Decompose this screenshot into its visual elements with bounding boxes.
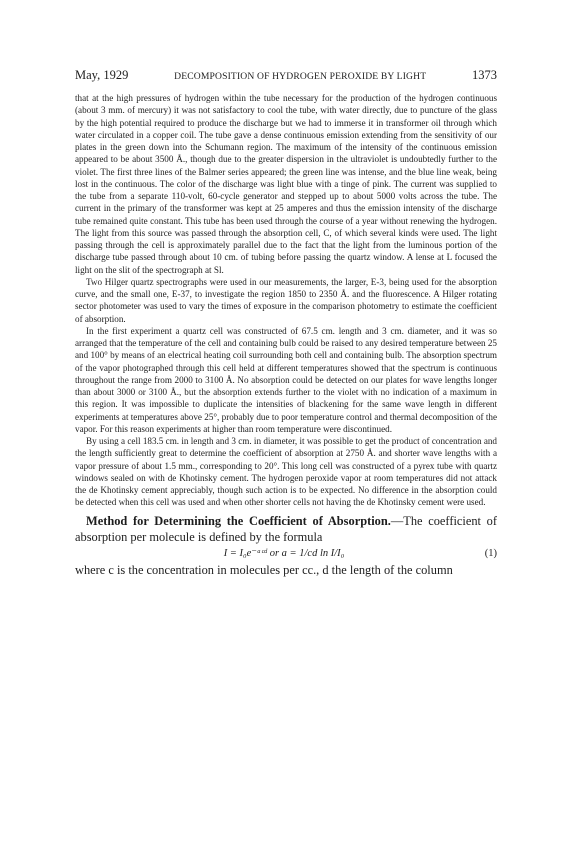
section-paragraph bbox=[75, 513, 497, 545]
body-text bbox=[75, 92, 497, 578]
running-header bbox=[75, 68, 497, 83]
paragraph-first-experiment: In the first experiment a quartz cell was constructed of 67.5 cm. length and 3 cm. diameter, and it was so arranged that the temperature of the cell and containing bulb could be raised to any desired temperature between 25 and 100° by means of an electrical heating coil surrounding both cell and containing bulb. The absorption spectrum of the vapor photographed through this cell held at different temperatures showed that the spectrum is continuous throughout the range from 2000 to 3100 Å. No absorption could be detected on our plates for wave lengths longer than about 3000 or 3100 Å., but the absorption extends further to the violet with no indication of a maximum in this region. It was impossible to duplicate the intensities of blackening for the same wave length in different experiments at temperatures above 25°, probably due to poor temperature control and thermal decomposition of the vapor. For this reason experiments at higher than room temperature were discontinued. bbox=[75, 325, 497, 434]
paragraph-long-cell: By using a cell 183.5 cm. in length and 3 cm. in diameter, it was possible to get the product of concentration and the length sufficiently great to determine the coefficient of absorption at 2750 Å. and shorter wave lengths with a vapor pressure of about 1.5 mm., corresponding to 20°. This long cell was constructed of a pyrex tube with quartz windows sealed on with de Khotinsky cement. The hydrogen peroxide vapor at room temperatures did not attack the de Khotinsky cement appreciably, though such action is to be expected. No difference in the absorption could be detected when this cell was used and when other shorter cells not having the de Khotinsky cement were used. bbox=[75, 436, 497, 508]
section-intro-text: —The coefficient of absorption per molecule is defined by the formula bbox=[75, 513, 497, 544]
header-date: May, 1929 bbox=[75, 68, 129, 82]
absorption-formula: I = I₀e⁻ᵃᶜᵈ or a = 1/cd ln I/I₀ bbox=[223, 547, 345, 559]
header-title: DECOMPOSITION OF HYDROGEN PEROXIDE BY LIGHT bbox=[174, 71, 427, 82]
closing-paragraph: where c is the concentration in molecules per cc., d the length of the column bbox=[75, 562, 453, 577]
equation-number: (1) bbox=[484, 547, 497, 559]
paragraph-spectrographs: Two Hilger quartz spectrographs were used in our measurements, the larger, E-3, being used for the absorption curve, and the small one, E-37, to investigate the region 1850 to 2350 Å. and the fluorescence. A Hilger rotating sector photometer was used to vary the times of exposure in the comparison photometry to estimate the coefficient of absorption. bbox=[75, 276, 497, 324]
section-heading: Method for Determining the Coefficient of Absorption. bbox=[86, 513, 391, 528]
paragraph-discharge-tube: that at the high pressures of hydrogen within the tube necessary for the production of the hydrogen continuous (about 3 mm. of mercury) it was not satisfactory to cool the tube, with water directly, due to puncture of the glass by the high potential required to produce the discharge but we had to immerse it in transformer oil through which water circulated in a copper coil. The tube gave a dense continuous emission extending from the sensitivity of our plates in the green down into the Schumann region. The maximum of the intensity of the continuous emission appeared to be about 3500 Å., though due to the greater dispersion in the ultraviolet is undoubtedly further to the violet. The first three lines of the Balmer series appeared; the green line was intense, and the blue line weak, being lost in the continuous. The color of the discharge was light blue with a tinge of pink. The current was supplied to the tube from a separate 110-volt, 60-cycle generator and stepped up to about 5000 volts across the tube. The current in the primary of the transformer was kept at 25 amperes and thus the emission intensity of the discharge tube remained quite constant. This tube has been used through the course of a year without renewing the hydrogen. The light from this source was passed through the absorption cell, C, of which several kinds were used. The light passing through the cell is approximately parallel due to the fact that the light from the luminous portion of the discharge tube passed through about 10 cm. of tubing before passing the quartz window. A lense at L focused the light on the slit of the spectrograph at Sl. bbox=[75, 93, 497, 275]
page-number: 1373 bbox=[472, 68, 497, 82]
formula-line bbox=[75, 546, 497, 561]
